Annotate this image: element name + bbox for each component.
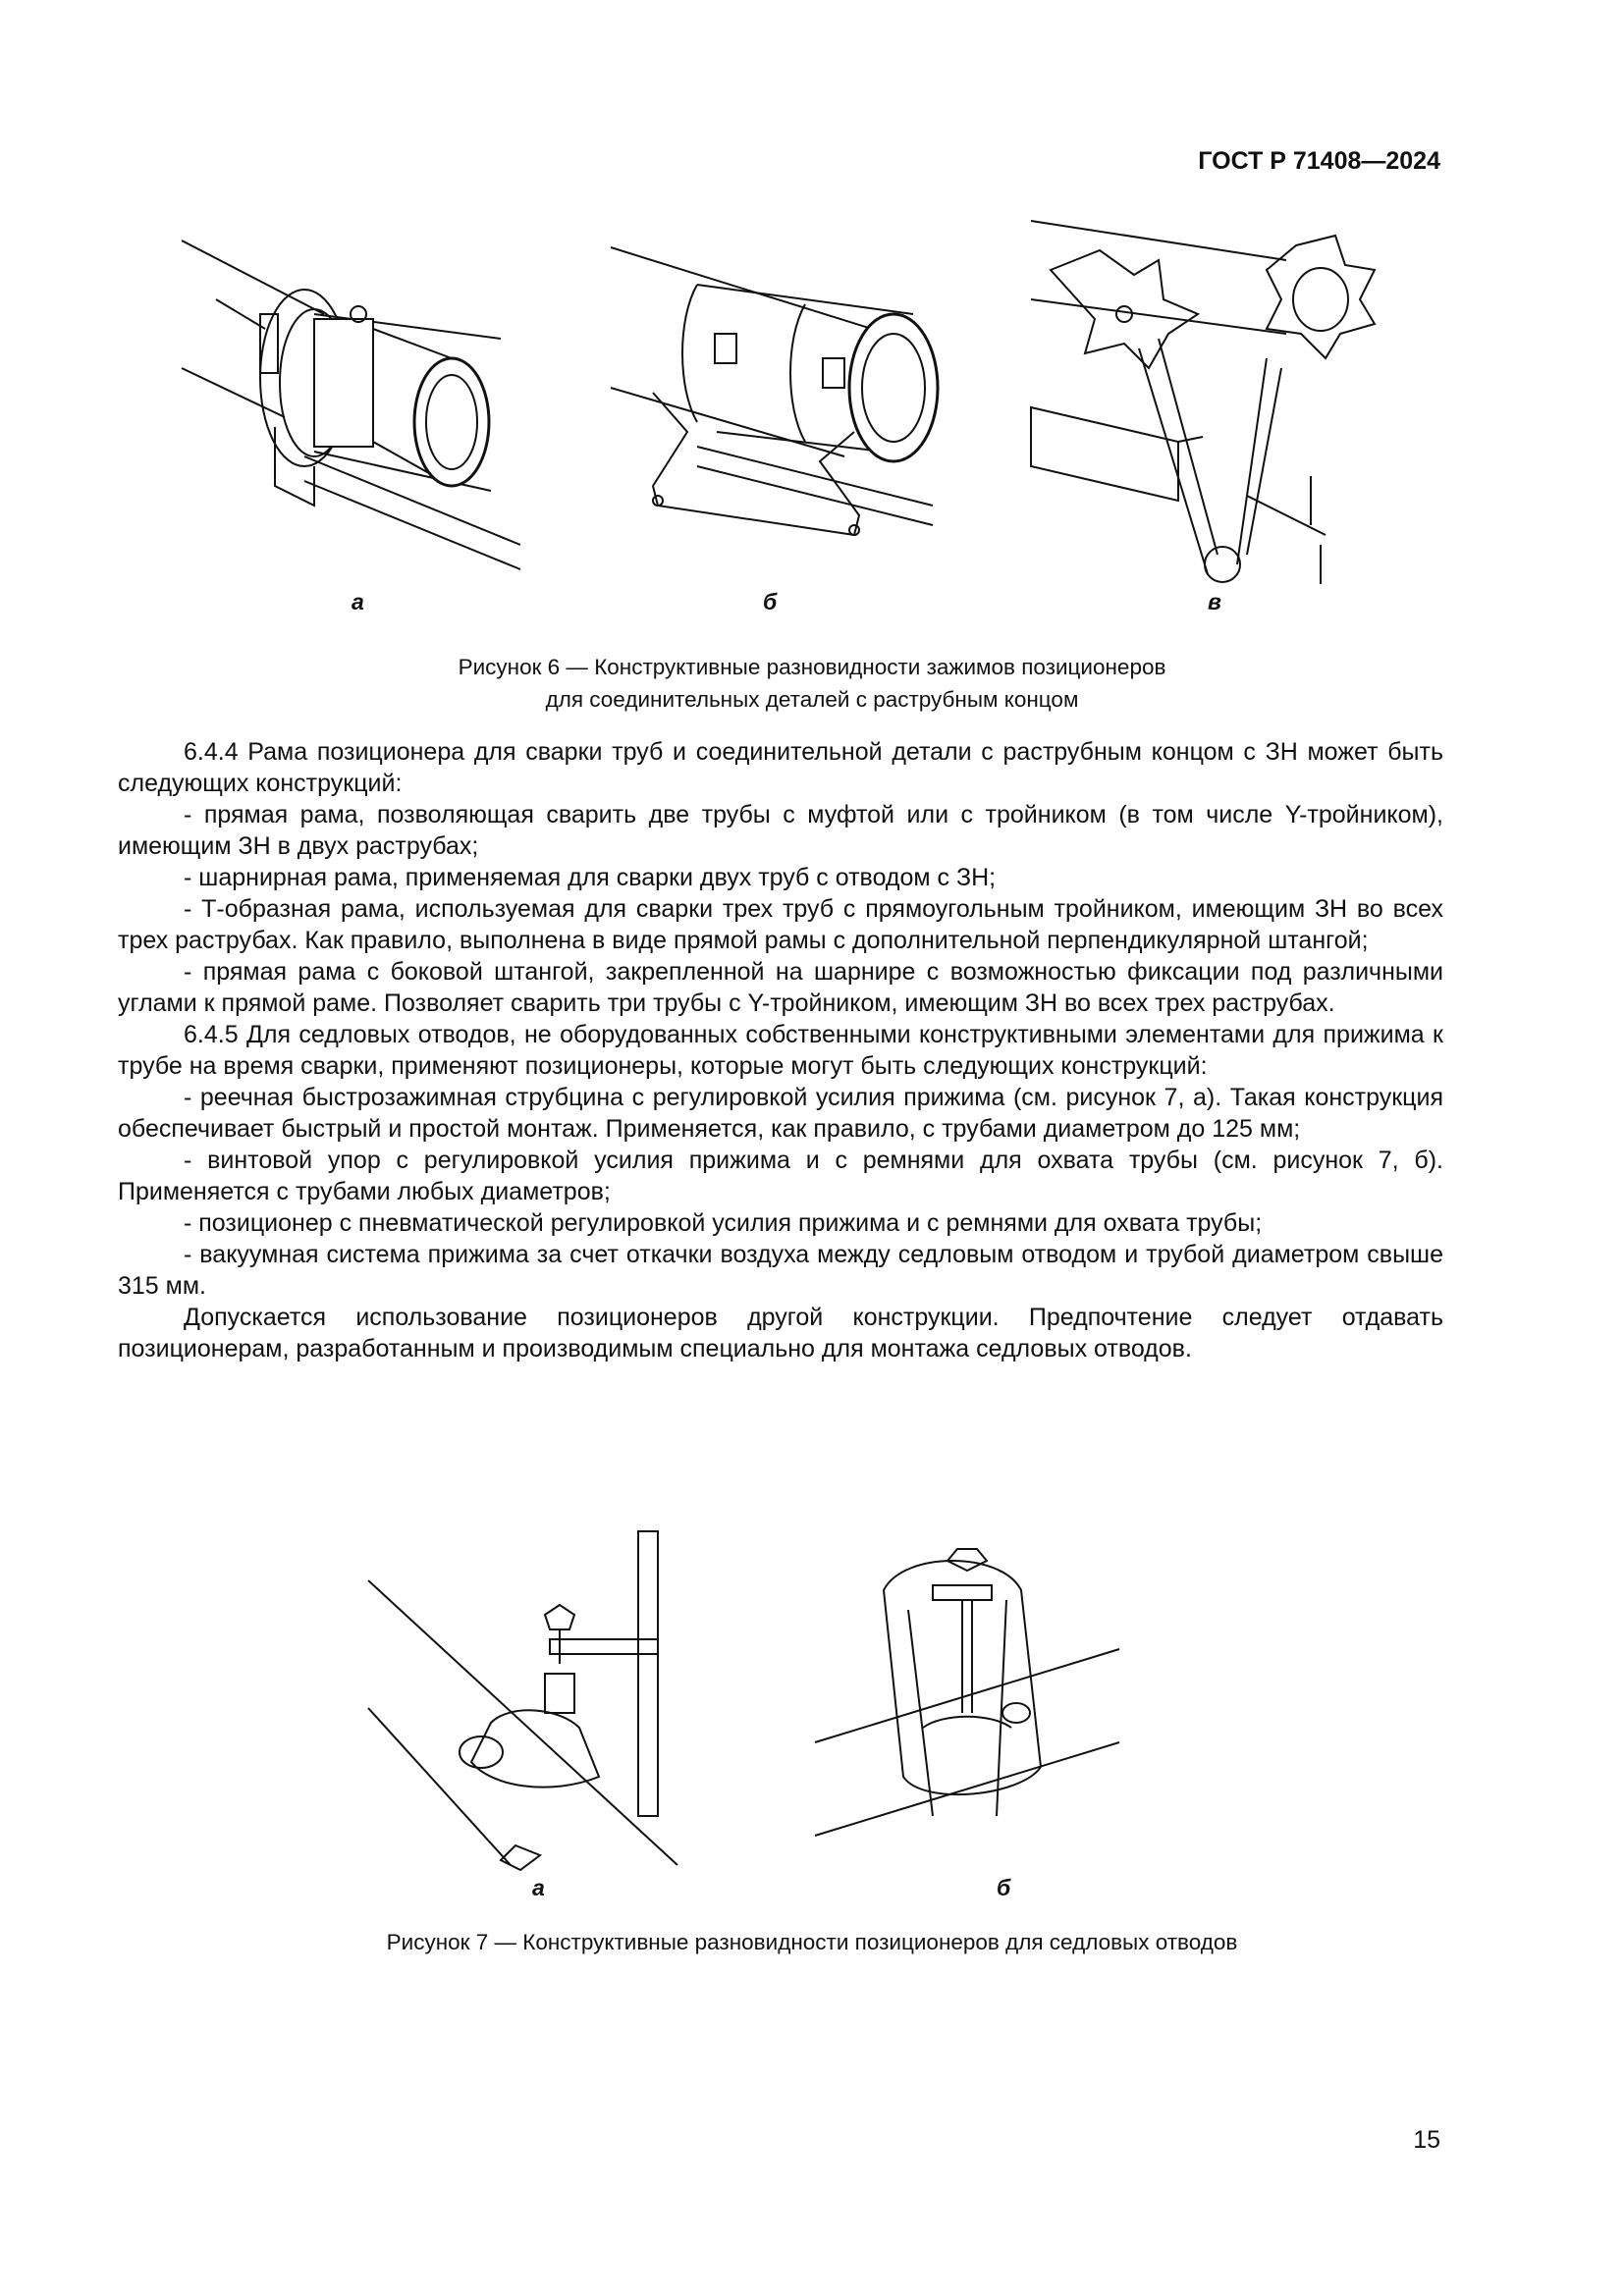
paragraph: - шарнирная рама, применяемая для сварки двух труб с отводом с ЗН; (184, 864, 997, 891)
paragraph: - вакуумная система прижима за счет откачки воздуха между седловым отводом и трубой диаметром свыше 315 мм. (118, 1241, 1443, 1300)
paragraph: - позиционер с пневматической регулировкой усилия прижима и с ремнями для охвата трубы; (184, 1209, 1263, 1237)
paragraph: - прямая рама с боковой штангой, закрепленной на шарнире с возможностью фиксации под различными углами к прямой раме. Позволяет сварить три трубы с Y-тройником, имеющим ЗН во всех трех раструбах. (118, 958, 1443, 1017)
paragraph: - винтовой упор с регулировкой усилия прижима и с ремнями для охвата трубы (см. рисунок 7, б). Применяется с трубами любых диаметров; (118, 1147, 1443, 1205)
figure-7 (353, 1531, 1119, 1900)
figure-7-label-a: а (532, 1875, 545, 1900)
figure-6-label-b: б (763, 589, 778, 614)
figure-6b-drawing (611, 247, 938, 535)
figure-6-caption-line-2: для соединительных деталей с раструбным концом (545, 687, 1079, 712)
paragraph: - Т-образная рама, используемая для сварки трех труб с прямоугольным тройником, имеющим ЗН во всех трех раструбах. Как правило, выполнена в виде прямой рамы с дополнительной перпендикулярной штангой; (118, 895, 1443, 954)
paragraph: 6.4.4 Рама позиционера для сварки труб и соединительной детали с раструбным концом с ЗН может быть следующих конструкций: (118, 738, 1443, 797)
figure-7a-drawing (368, 1531, 677, 1870)
figure-6a-drawing (182, 240, 520, 569)
figure-7-caption: Рисунок 7 — Конструктивные разновидности позиционеров для седловых отводов (386, 1930, 1238, 1954)
document-header: ГОСТ Р 71408—2024 (1198, 147, 1440, 175)
paragraph: - реечная быстрозажимная струбцина с регулировкой усилия прижима (см. рисунок 7, а). Такая конструкция обеспечивает быстрый и простой монтаж. Применяется, как правило, с трубами диаметром до 125 мм; (118, 1084, 1443, 1143)
paragraph: 6.4.5 Для седловых отводов, не оборудованных собственными конструктивными элементами для прижима к трубе на время сварки, применяют позиционеры, которые могут быть следующих конструкций: (118, 1021, 1443, 1080)
figure-6 (167, 221, 1453, 614)
figure-6-caption-line-1: Рисунок 6 — Конструктивные разновидности зажимов позиционеров (458, 655, 1166, 679)
figure-7b-drawing (815, 1549, 1119, 1836)
page-number: 15 (1413, 2126, 1440, 2154)
paragraph: Допускается использование позиционеров другой конструкции. Предпочтение следует отдавать позиционерам, разработанным и производимым специально для монтажа седловых отводов. (118, 1304, 1443, 1362)
paragraph: - прямая рама, позволяющая сварить две трубы с муфтой или с тройником (в том числе Y-тройником), имеющим ЗН в двух раструбах; (118, 801, 1443, 860)
figure-6-label-v: в (1208, 589, 1221, 614)
figure-7-label-b: б (997, 1875, 1011, 1900)
figure-6-label-a: а (352, 589, 364, 614)
body-text (118, 736, 1443, 1364)
figure-6v-drawing (1031, 221, 1375, 584)
